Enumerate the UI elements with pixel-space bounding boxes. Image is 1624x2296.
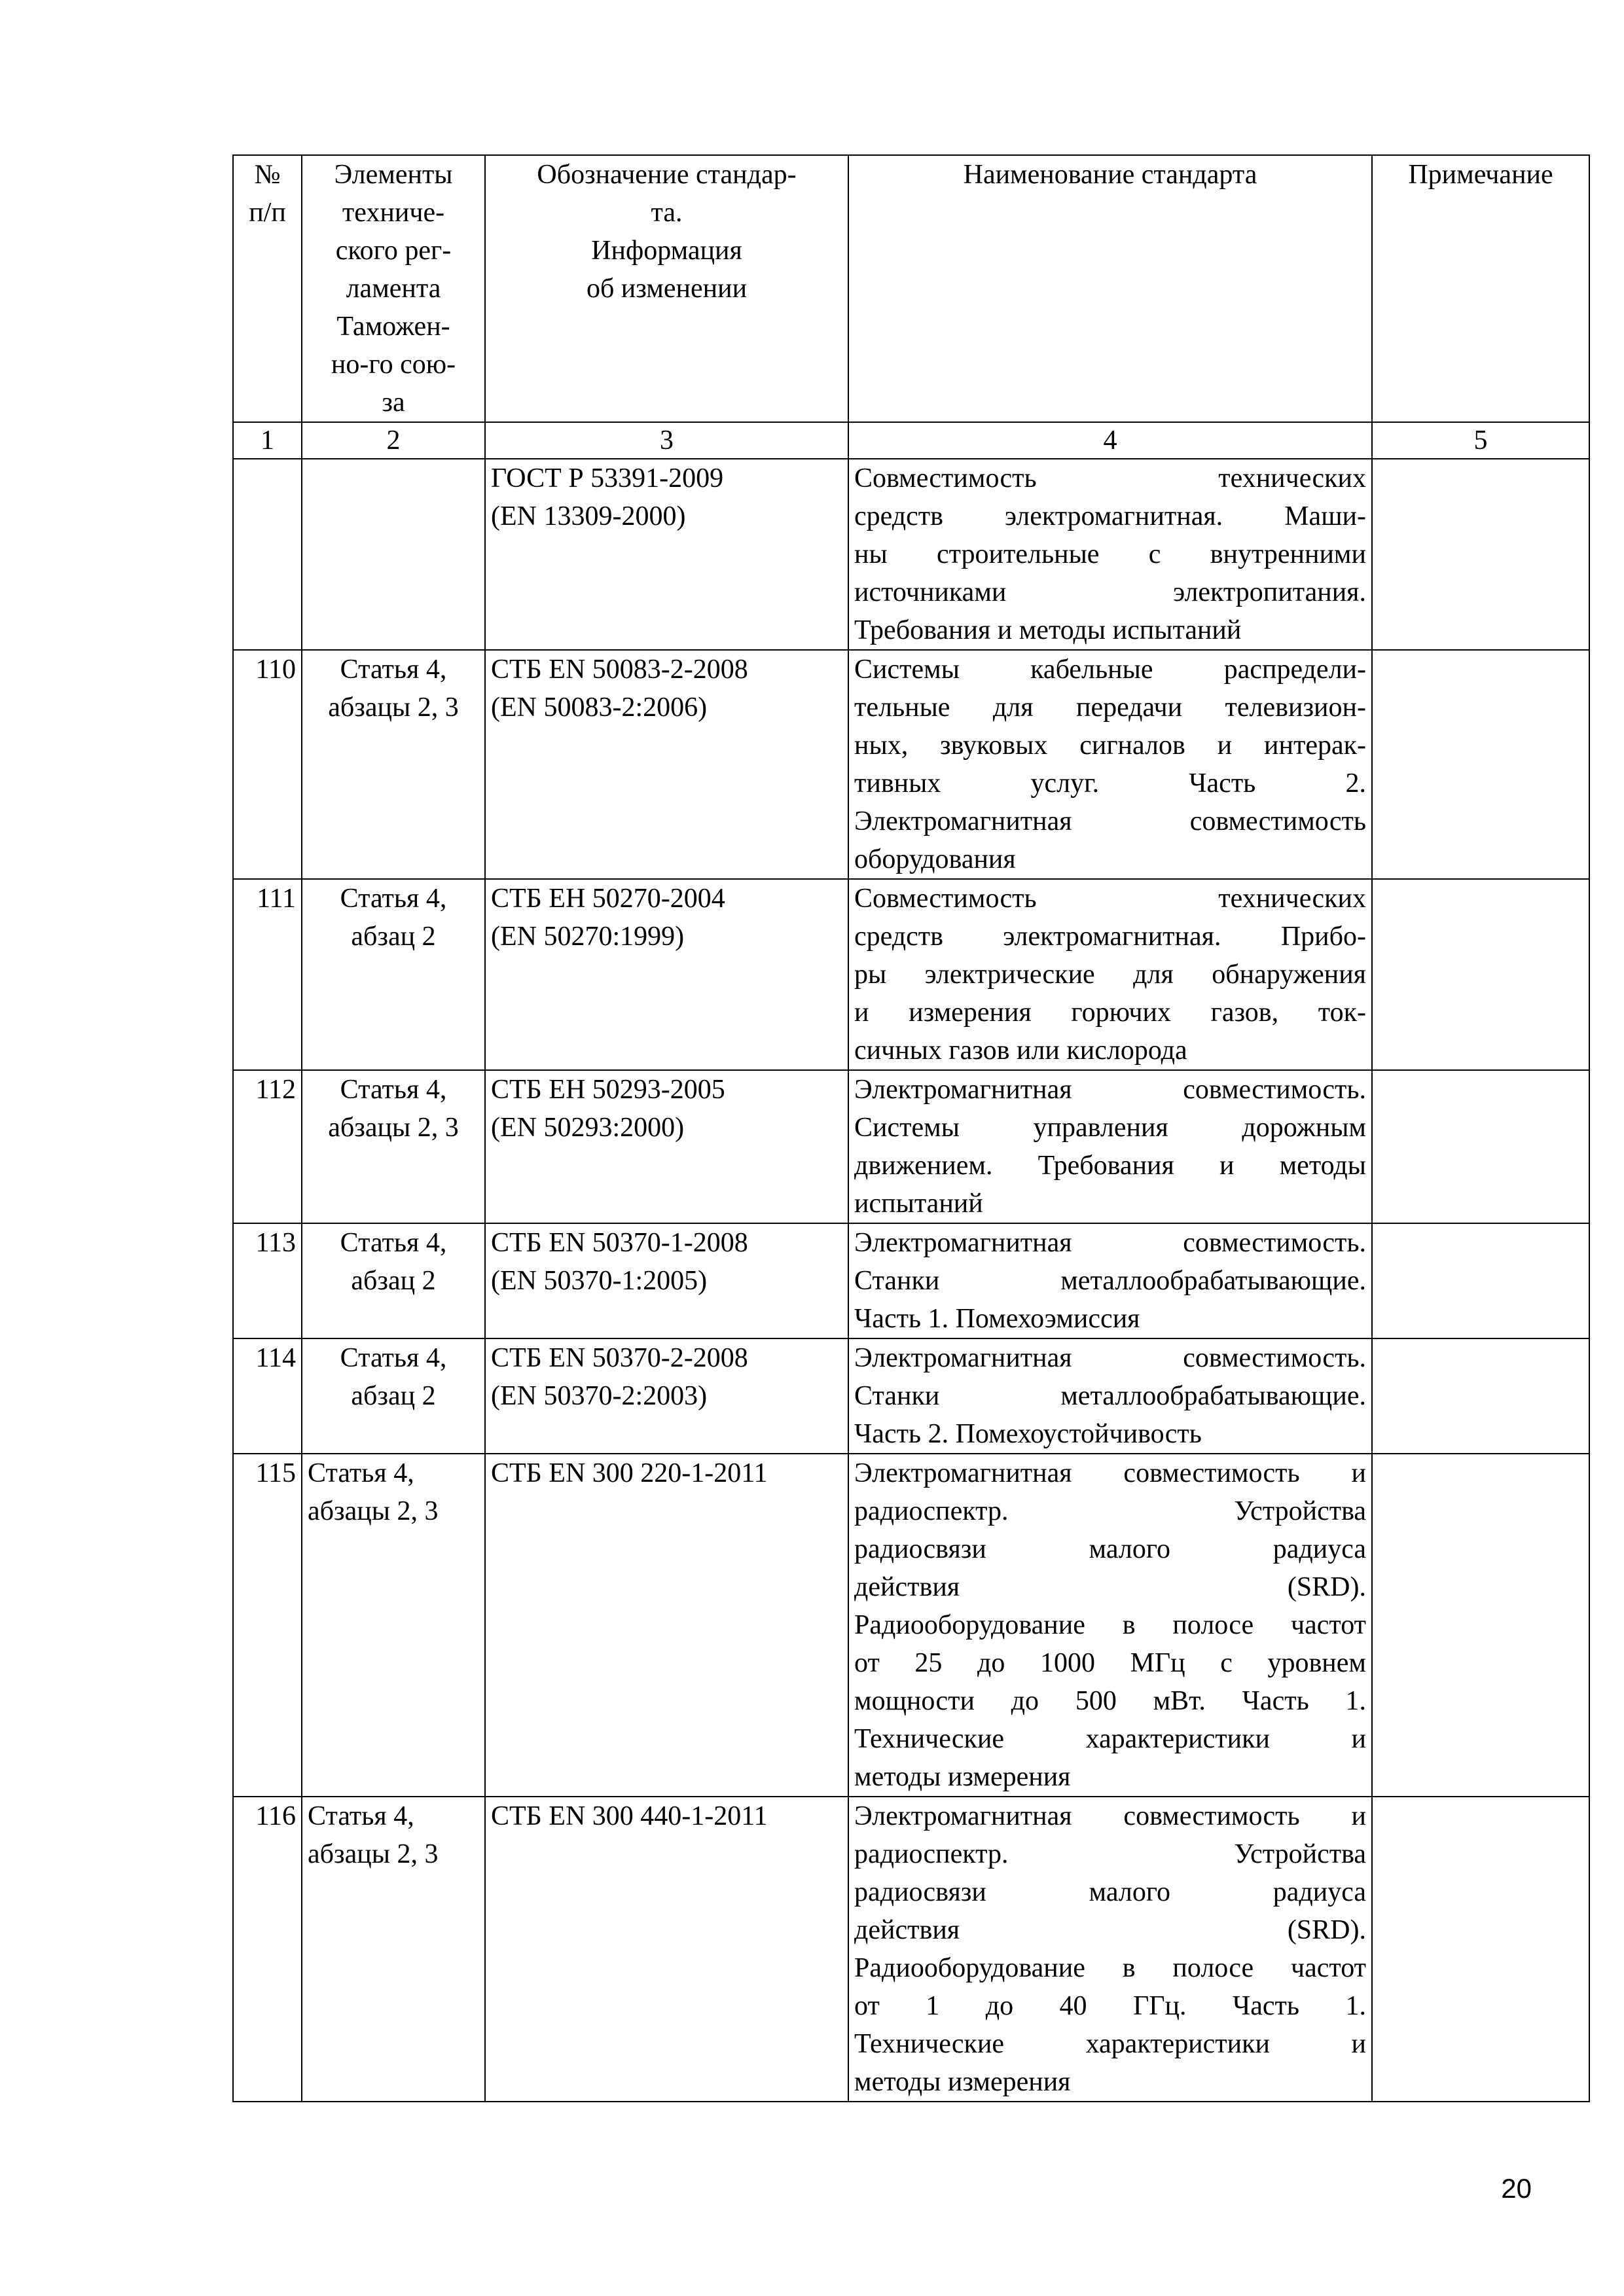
standard-name-line: Совместимость технических bbox=[854, 463, 1366, 493]
row-number: 110 bbox=[233, 650, 302, 879]
standard-name bbox=[848, 1070, 1372, 1223]
standard-designation bbox=[485, 459, 848, 650]
clause-line: Статья 4, bbox=[308, 1458, 414, 1488]
standard-name-line: Часть 2. Помехоустойчивость bbox=[854, 1419, 1202, 1449]
note bbox=[1372, 1454, 1589, 1797]
designation-line: СТБ EN 50370-1-2008 bbox=[491, 1228, 748, 1258]
clause-line: Статья 4, bbox=[340, 1075, 447, 1105]
standard-name-line: Электромагнитная совместимость и bbox=[854, 1801, 1366, 1831]
designation-line: СТБ EN 50083-2-2008 bbox=[491, 655, 748, 685]
header-regulation-elements: Элементы техниче- ского рег- ламента Таможен- но-го сою- за bbox=[302, 155, 485, 422]
note bbox=[1372, 459, 1589, 650]
regulation-clause bbox=[302, 1454, 485, 1797]
standard-name bbox=[848, 1338, 1372, 1454]
clause-line: абзац 2 bbox=[351, 922, 436, 952]
row-number: 115 bbox=[233, 1454, 302, 1797]
table-row bbox=[233, 459, 1589, 650]
table-row bbox=[233, 879, 1589, 1070]
standard-name bbox=[848, 650, 1372, 879]
standard-name-line: средств электромагнитная. Прибо- bbox=[854, 922, 1366, 952]
clause-line: Статья 4, bbox=[340, 655, 447, 685]
designation-line: (EN 50270:1999) bbox=[491, 922, 685, 952]
header-standard-name: Наименование стандарта bbox=[848, 155, 1372, 422]
row-number: 111 bbox=[233, 879, 302, 1070]
table-row bbox=[233, 1797, 1589, 2102]
standard-name-line: испытаний bbox=[854, 1189, 983, 1219]
standard-name-line: Электромагнитная совместимость bbox=[854, 806, 1366, 836]
row-number: 114 bbox=[233, 1338, 302, 1454]
regulation-clause bbox=[302, 459, 485, 650]
row-number: 112 bbox=[233, 1070, 302, 1223]
note bbox=[1372, 650, 1589, 879]
standard-name-line: ных, звуковых сигналов и интерак- bbox=[854, 730, 1366, 761]
clause-line: абзацы 2, 3 bbox=[308, 1839, 439, 1869]
clause-line: Статья 4, bbox=[340, 884, 447, 914]
standard-name-line: Часть 1. Помехоэмиссия bbox=[854, 1304, 1140, 1334]
standard-name-line: Электромагнитная совместимость. bbox=[854, 1075, 1366, 1105]
standard-name-line: от 25 до 1000 МГц с уровнем bbox=[854, 1648, 1366, 1678]
table-row bbox=[233, 650, 1589, 879]
column-number: 1 bbox=[233, 422, 302, 459]
page-number: 20 bbox=[1501, 2173, 1532, 2204]
standard-designation bbox=[485, 1070, 848, 1223]
standard-name-line: радиосвязи малого радиуса bbox=[854, 1534, 1366, 1564]
standard-name-line: Станки металлообрабатывающие. bbox=[854, 1381, 1366, 1411]
standard-name-line: источниками электропитания. bbox=[854, 577, 1366, 607]
standard-name-line: Электромагнитная совместимость. bbox=[854, 1343, 1366, 1373]
standard-name-line: тивных услуг. Часть 2. bbox=[854, 768, 1366, 798]
table-row bbox=[233, 1454, 1589, 1797]
clause-line: Статья 4, bbox=[340, 1343, 447, 1373]
note bbox=[1372, 1797, 1589, 2102]
standard-name-line: Станки металлообрабатывающие. bbox=[854, 1266, 1366, 1296]
standard-name bbox=[848, 879, 1372, 1070]
standard-name-line: Электромагнитная совместимость и bbox=[854, 1458, 1366, 1488]
standard-name-line: радиосвязи малого радиуса bbox=[854, 1877, 1366, 1907]
table-body bbox=[233, 459, 1589, 2102]
clause-line: абзацы 2, 3 bbox=[328, 692, 459, 723]
standard-name-line: действия (SRD). bbox=[854, 1915, 1366, 1945]
standard-designation bbox=[485, 879, 848, 1070]
standard-name-line: Системы управления дорожным bbox=[854, 1113, 1366, 1143]
standard-name-line: средств электромагнитная. Маши- bbox=[854, 501, 1366, 531]
designation-line: ГОСТ Р 53391-2009 bbox=[491, 463, 724, 493]
standard-name-line: Технические характеристики и bbox=[854, 1724, 1366, 1754]
standard-name-line: методы измерения bbox=[854, 2067, 1071, 2097]
header-note: Примечание bbox=[1372, 155, 1589, 422]
regulation-clause bbox=[302, 879, 485, 1070]
clause-line: Статья 4, bbox=[340, 1228, 447, 1258]
standard-name bbox=[848, 459, 1372, 650]
standard-name-line: и измерения горючих газов, ток- bbox=[854, 997, 1366, 1028]
standard-name-line: ны строительные с внутренними bbox=[854, 539, 1366, 569]
designation-line: (EN 50370-1:2005) bbox=[491, 1266, 708, 1296]
designation-line: СТБ ЕН 50270-2004 bbox=[491, 884, 725, 914]
clause-line: абзацы 2, 3 bbox=[328, 1113, 459, 1143]
standard-name-line: действия (SRD). bbox=[854, 1572, 1366, 1602]
clause-line: абзацы 2, 3 bbox=[308, 1496, 439, 1526]
regulation-clause bbox=[302, 1338, 485, 1454]
designation-line: СТБ ЕН 50293-2005 bbox=[491, 1075, 725, 1105]
standard-name-line: Радиооборудование в полосе частот bbox=[854, 1610, 1366, 1640]
column-number-row bbox=[233, 422, 1589, 459]
column-number: 4 bbox=[848, 422, 1372, 459]
standard-designation bbox=[485, 1454, 848, 1797]
standard-name-line: Технические характеристики и bbox=[854, 2029, 1366, 2059]
row-number bbox=[233, 459, 302, 650]
designation-line: (EN 50370-2:2003) bbox=[491, 1381, 708, 1411]
note bbox=[1372, 1070, 1589, 1223]
standard-name-line: Электромагнитная совместимость. bbox=[854, 1228, 1366, 1258]
regulation-clause bbox=[302, 650, 485, 879]
column-number: 3 bbox=[485, 422, 848, 459]
designation-line: СТБ EN 300 220-1-2011 bbox=[491, 1458, 768, 1488]
clause-line: абзац 2 bbox=[351, 1381, 436, 1411]
column-number: 5 bbox=[1372, 422, 1589, 459]
row-number: 116 bbox=[233, 1797, 302, 2102]
regulation-clause bbox=[302, 1070, 485, 1223]
header-standard-designation: Обозначение стандар- та. Информация об изменении bbox=[485, 155, 848, 422]
standard-name-line: Системы кабельные распредели- bbox=[854, 655, 1366, 685]
designation-line: СТБ EN 50370-2-2008 bbox=[491, 1343, 748, 1373]
standard-designation bbox=[485, 650, 848, 879]
standard-name-line: тельные для передачи телевизион- bbox=[854, 692, 1366, 723]
standard-name-line: Радиооборудование в полосе частот bbox=[854, 1953, 1366, 1983]
column-number: 2 bbox=[302, 422, 485, 459]
standard-name-line: сичных газов или кислорода bbox=[854, 1035, 1187, 1066]
standard-name-line: от 1 до 40 ГГц. Часть 1. bbox=[854, 1991, 1366, 2021]
clause-line: абзац 2 bbox=[351, 1266, 436, 1296]
standard-name bbox=[848, 1223, 1372, 1338]
standard-name-line: Требования и методы испытаний bbox=[854, 615, 1242, 645]
standard-name-line: движением. Требования и методы bbox=[854, 1151, 1366, 1181]
regulation-clause bbox=[302, 1223, 485, 1338]
standard-name-line: Совместимость технических bbox=[854, 884, 1366, 914]
standard-name-line: мощности до 500 мВт. Часть 1. bbox=[854, 1686, 1366, 1716]
standard-name-line: оборудования bbox=[854, 844, 1016, 874]
designation-line: (EN 50083-2:2006) bbox=[491, 692, 708, 723]
table-row bbox=[233, 1070, 1589, 1223]
table-header bbox=[233, 155, 1589, 459]
regulation-clause bbox=[302, 1797, 485, 2102]
standard-name bbox=[848, 1454, 1372, 1797]
standard-designation bbox=[485, 1338, 848, 1454]
note bbox=[1372, 1223, 1589, 1338]
table-row bbox=[233, 1223, 1589, 1338]
row-number: 113 bbox=[233, 1223, 302, 1338]
header-number: № п/п bbox=[233, 155, 302, 422]
designation-line: СТБ EN 300 440-1-2011 bbox=[491, 1801, 768, 1831]
standard-name-line: радиоспектр. Устройства bbox=[854, 1839, 1366, 1869]
designation-line: (EN 13309-2000) bbox=[491, 501, 686, 531]
standard-name-line: методы измерения bbox=[854, 1762, 1071, 1792]
note bbox=[1372, 1338, 1589, 1454]
table-row bbox=[233, 1338, 1589, 1454]
standard-name-line: ры электрические для обнаружения bbox=[854, 960, 1366, 990]
standard-designation bbox=[485, 1797, 848, 2102]
standard-name bbox=[848, 1797, 1372, 2102]
designation-line: (EN 50293:2000) bbox=[491, 1113, 685, 1143]
standard-name-line: радиоспектр. Устройства bbox=[854, 1496, 1366, 1526]
clause-line: Статья 4, bbox=[308, 1801, 414, 1831]
standards-table bbox=[232, 154, 1590, 2102]
standard-designation bbox=[485, 1223, 848, 1338]
note bbox=[1372, 879, 1589, 1070]
